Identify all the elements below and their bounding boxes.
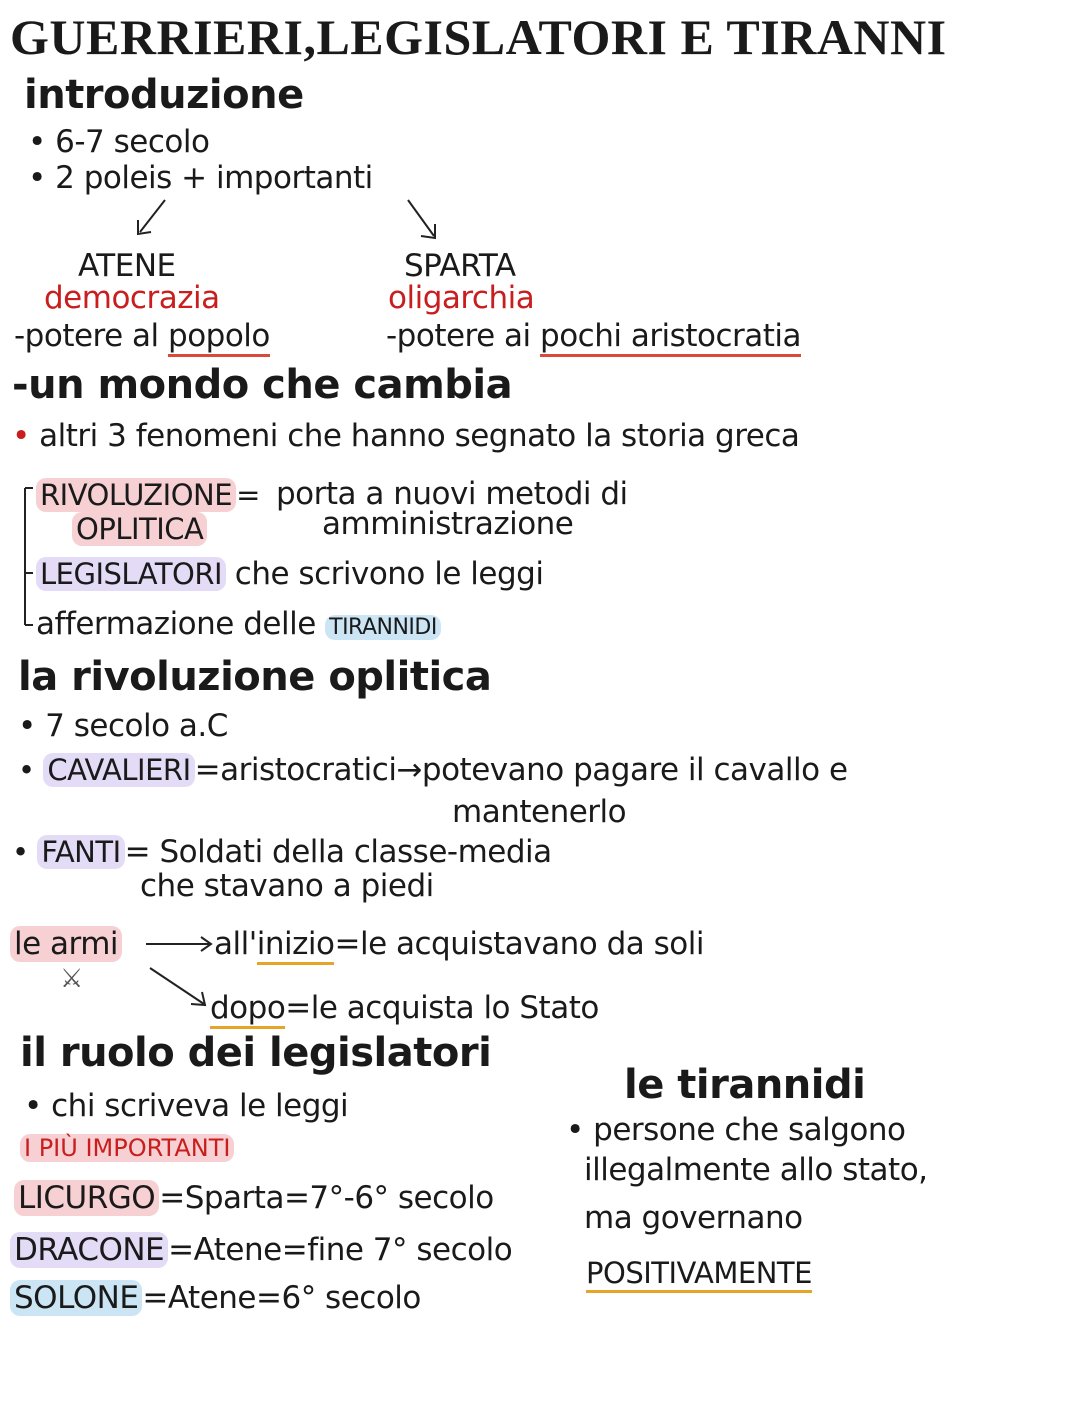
cavalieri-line: • CAVALIERI =aristocratici→potevano pagare il cavallo e [18,752,848,788]
atene-description: -potere al popolo [14,318,270,354]
swords-icon: ⚔ [60,964,84,994]
solone-line: SOLONE =Atene=6° secolo [10,1280,421,1316]
arrow-dopo [150,968,204,1004]
bullet-poleis: • 2 poleis + importanti [28,160,373,196]
sparta-label: SPARTA [404,248,516,284]
heading-introduzione: introduzione [24,72,304,118]
sparta-government: oligarchia [388,280,535,316]
sparta-description: -potere ai pochi aristocratia [386,318,801,354]
fanti-line: • FANTI = Soldati della classe-media [12,834,552,870]
rivoluzione-description-1: porta a nuovi metodi di [276,476,628,512]
heading-mondo-che-cambia: -un mondo che cambia [12,362,513,408]
heading-rivoluzione-oplitica: la rivoluzione oplitica [18,654,492,700]
tirannidi-line-2: illegalmente allo stato, [584,1152,928,1188]
rivoluzione-label: RIVOLUZIONE = [36,478,260,512]
heading-tirannidi: le tirannidi [624,1062,866,1108]
arrow-to-sparta [408,200,434,236]
importanti-label: I PIÙ IMPORTANTI [20,1134,234,1162]
tirannidi-line-1: • persone che salgono [566,1112,906,1148]
atene-label: ATENE [78,248,176,284]
oplitica-label: OPLITICA [72,512,207,546]
page-title: GUERRIERI,LEGISLATORI E TIRANNI [10,9,947,65]
bullet-7-secolo: • 7 secolo a.C [18,708,228,744]
fanti-description-2: che stavano a piedi [140,868,434,904]
armi-inizio: all'inizio=le acquistavano da soli [214,926,704,962]
arrow-to-atene [140,200,165,232]
armi-label: le armi [10,926,122,962]
atene-government: democrazia [44,280,220,316]
affermazione-line: affermazione delle TIRANNIDI [36,606,441,642]
armi-dopo: dopo=le acquista lo Stato [210,990,599,1026]
bullet-fenomeni: • altri 3 fenomeni che hanno segnato la storia greca [12,418,800,454]
legislatori-line: LEGISLATORI che scrivono le leggi [36,556,543,592]
bullet-secolo: • 6-7 secolo [28,124,210,160]
rivoluzione-description-2: amministrazione [322,506,574,542]
bullet-chi-scriveva: • chi scriveva le leggi [24,1088,349,1124]
positivamente-label: POSITIVAMENTE [586,1256,812,1290]
heading-ruolo-legislatori: il ruolo dei legislatori [20,1030,492,1076]
licurgo-line: LICURGO =Sparta=7°-6° secolo [14,1180,494,1216]
cavalieri-description-2: mantenerlo [452,794,627,830]
dracone-line: DRACONE =Atene=fine 7° secolo [10,1232,512,1268]
tirannidi-line-3: ma governano [584,1200,803,1236]
